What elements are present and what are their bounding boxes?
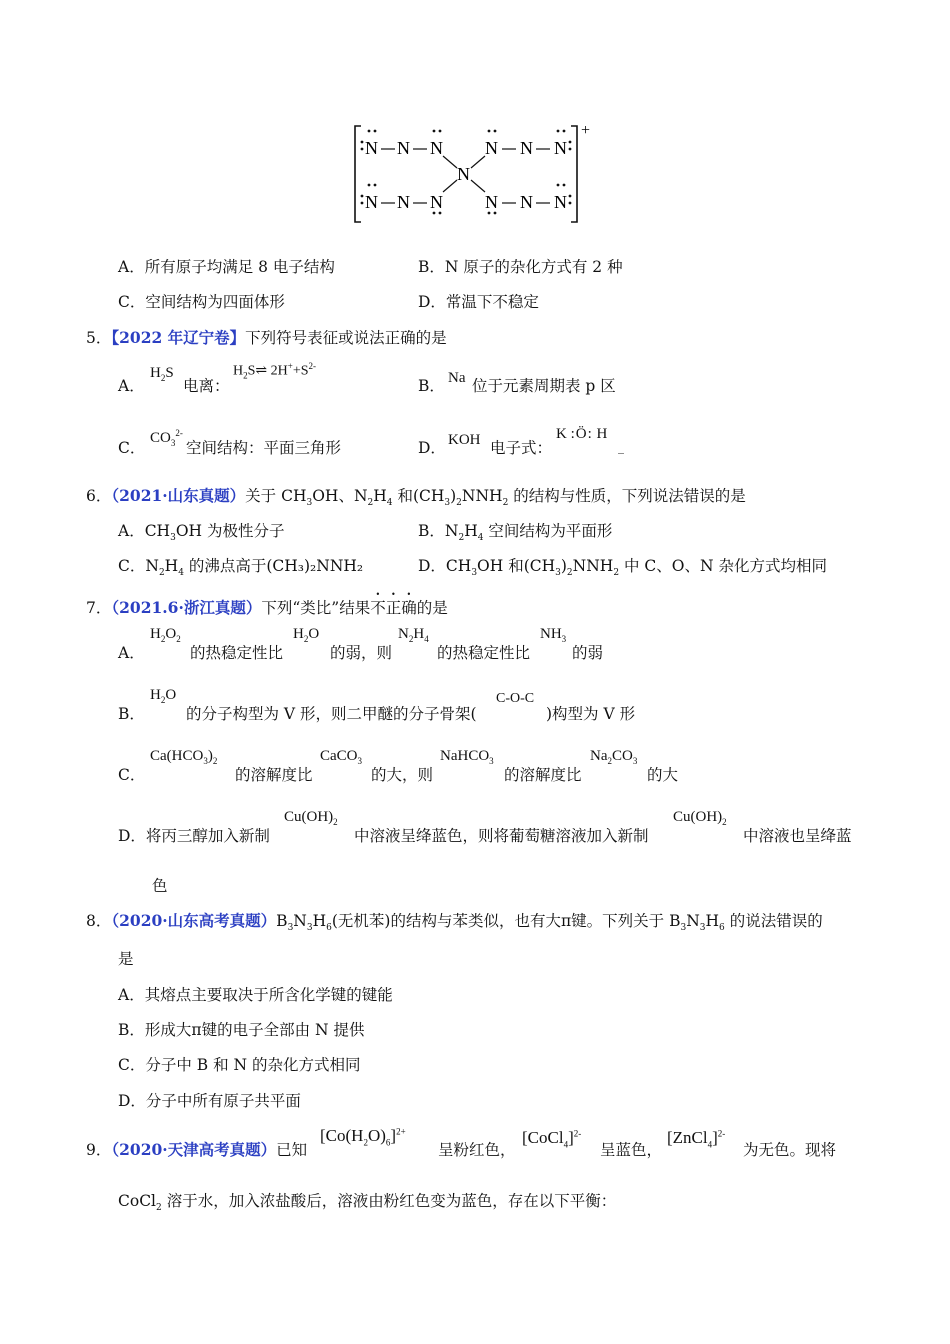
right-bracket (571, 126, 577, 222)
q4-option-c[interactable]: C．空间结构为四面体形 (118, 293, 285, 311)
emphasis-text: 不正确 (370, 599, 417, 617)
q6-stem: 6．（2021·山东真题）关于 $CH_3OH$、$N_2H_4$ 和$(CH_3)_2NNH_2$ 的结构与性质，下列说法错误的是 (86, 486, 746, 509)
q9-line2: CoCl$_2$ 溶于水，加入浓盐酸后，溶液由粉红色变为蓝色，存在以下平衡： (118, 1192, 617, 1214)
atom-n: N (520, 138, 533, 158)
q8-option-c[interactable]: C．分子中 B 和 N 的杂化方式相同 (118, 1056, 361, 1074)
pentazole-cation-structure (345, 118, 605, 230)
q5-b-text: 位于元素周期表 p 区 (472, 377, 616, 395)
formula-zncl4: [ZnCl$_4$]$^{2-}$ (667, 1128, 726, 1150)
atom-n: N (397, 138, 410, 158)
question-number: 5． (86, 329, 112, 347)
q6-option-c[interactable]: C．$N_2H_4$ 的沸点高于(CH₃)₂NNH₂ (118, 557, 364, 579)
left-bracket (355, 126, 361, 222)
formula-co-h2o6: $[Co(H_2O)_6]^{2+}$ (320, 1126, 406, 1148)
atom-n: N (430, 192, 443, 212)
formula-koh: KOH (448, 432, 481, 448)
atom-n: N (520, 192, 533, 212)
q7-option-c-label[interactable]: C． (118, 766, 146, 784)
formula-cocl4: [CoCl$_4$]$^{2-}$ (522, 1128, 582, 1150)
atom-n: N (430, 138, 443, 158)
q5-c-text: 空间结构：平面三角形 (186, 439, 342, 457)
q8-option-b[interactable]: B．形成大π键的电子全部由 N 提供 (118, 1021, 365, 1039)
formula-h2s-ionization: $H_2S\rightleftharpoons$ $2H^++S^{2-}$ (233, 361, 317, 381)
q5-d-text: 电子式： (490, 439, 553, 457)
q9-stem-start: 9．（2020·天津高考真题）已知 (86, 1140, 308, 1159)
charge-plus: + (581, 122, 591, 139)
formula-na: Na (448, 370, 466, 386)
q6-option-a[interactable]: A．$CH_3OH$ 为极性分子 (118, 522, 285, 544)
formula-co3: $CO_3^{2-}$ (150, 428, 183, 448)
q4-option-a[interactable]: A．所有原子均满足 8 电子结构 (118, 258, 335, 276)
q5-option-c[interactable]: C． (118, 439, 146, 457)
atom-n: N (397, 192, 410, 212)
q5-stem (86, 326, 447, 348)
atom-n: N (365, 192, 378, 212)
q6-option-d[interactable]: D．$CH_3OH$ 和$(CH_3)_2NNH_2$ 中 C、O、N 杂化方式均相同 (418, 557, 827, 579)
q8-option-a[interactable]: A．其熔点主要取决于所含化学键的键能 (118, 986, 393, 1004)
formula-h2s: $H_2S$ (150, 365, 174, 383)
q5-a-text: 电离： (183, 377, 230, 395)
koh-electron-dot: K :Ö: H (556, 426, 608, 442)
question-source: 【2022 年辽宁卷】 (111, 328, 246, 347)
q4-option-d[interactable]: D．常温下不稳定 (418, 293, 539, 311)
atom-n: N (554, 192, 567, 212)
atom-n: N (485, 192, 498, 212)
atom-n: N (485, 138, 498, 158)
atom-n: N (365, 138, 378, 158)
q7-option-d[interactable]: D．将丙三醇加入新制 (118, 827, 270, 845)
atom-n: N (554, 138, 567, 158)
atom-n-center: N (457, 164, 470, 184)
q7-stem: 7．（2021.6·浙江真题）下列“类比”结果不正确的是 (86, 598, 448, 617)
q6-option-b[interactable]: B．$N_2H_4$ 空间结构为平面形 (418, 522, 613, 544)
q5-option-a[interactable]: A． (118, 377, 145, 395)
question-text: 下列符号表征或说法正确的是 (245, 329, 447, 347)
q7-option-a-label[interactable]: A． (118, 644, 145, 662)
q7-option-b-label[interactable]: B． (118, 705, 145, 723)
q5-option-b[interactable]: B． (418, 377, 445, 395)
q8-stem: 8．（2020·山东高考真题）$B_3N_3H_6$(无机苯)的结构与苯类似，也有大π键。下列关于 $B_3N_3H_6$ 的说法错误的 (86, 911, 823, 934)
q8-option-d[interactable]: D．分子中所有原子共平面 (118, 1092, 301, 1110)
q4-option-b[interactable]: B．N 原子的杂化方式有 2 种 (418, 258, 623, 276)
q5-option-d[interactable]: D． (418, 439, 446, 457)
